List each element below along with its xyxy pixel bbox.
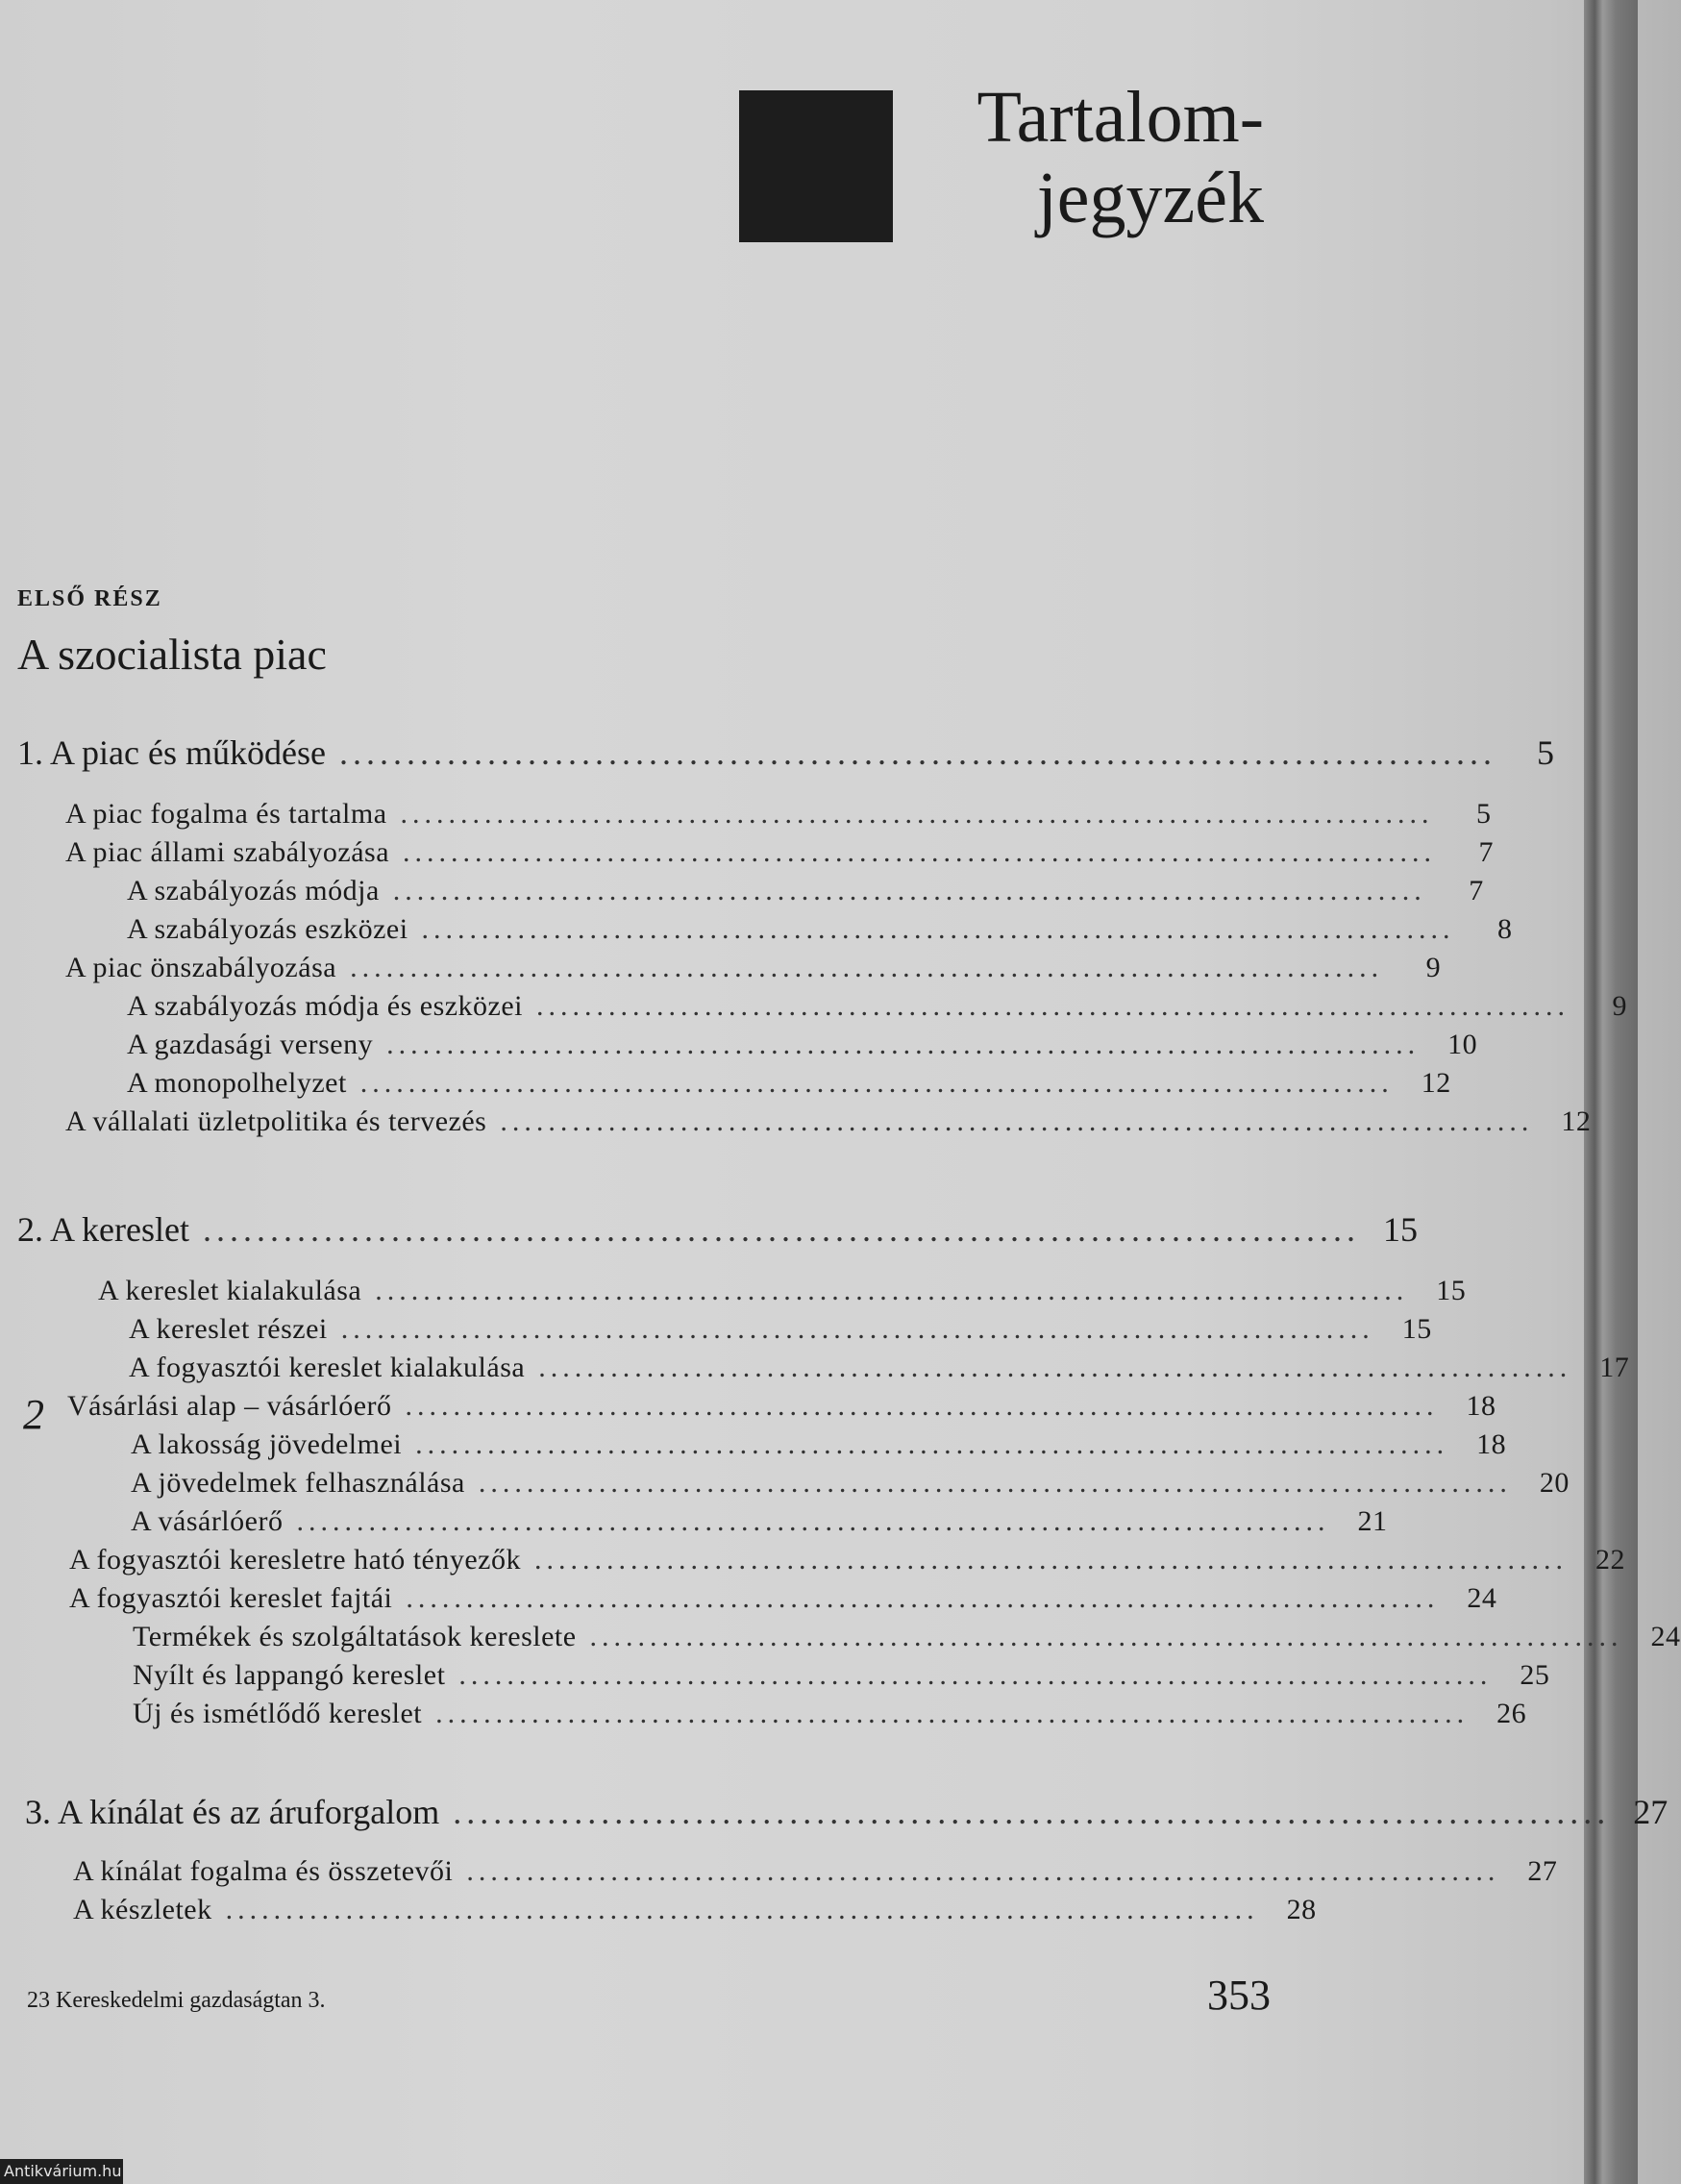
toc-page: 20 <box>1539 1467 1570 1499</box>
toc-subentry <box>129 1313 1432 1346</box>
toc-subentry <box>129 1352 1630 1384</box>
toc-label: A jövedelmek felhasználása <box>131 1467 465 1499</box>
toc-subentry <box>131 1467 1570 1500</box>
toc-leader: ...................................................................................... <box>534 1544 1568 1576</box>
toc-leader: ...................................................................................... <box>405 1390 1439 1422</box>
toc-page: 18 <box>1476 1428 1507 1460</box>
toc-entry <box>65 1105 1592 1138</box>
toc-leader: ...................................................................................... <box>466 1855 1500 1887</box>
toc-label: A vállalati üzletpolitika és tervezés <box>65 1105 487 1137</box>
toc-page: 5 <box>1536 733 1554 772</box>
toc-entry <box>73 1855 1558 1888</box>
toc-subentry <box>133 1621 1681 1653</box>
toc-label: 1. A piac és működése <box>17 733 326 772</box>
toc-subentry <box>127 1067 1451 1100</box>
toc-entry <box>65 798 1492 831</box>
toc-leader: ...................................................................................... <box>478 1467 1512 1499</box>
toc-leader: ...................................................................................... <box>435 1698 1470 1729</box>
toc-chapter-3 <box>25 1792 1669 1832</box>
toc-page: 26 <box>1496 1698 1527 1729</box>
toc-page: 21 <box>1357 1505 1388 1537</box>
toc-entry <box>69 1544 1625 1576</box>
toc-page: 24 <box>1467 1582 1497 1614</box>
toc-leader: ...................................................................................... <box>340 1313 1374 1345</box>
toc-entry <box>65 836 1495 869</box>
toc-leader: ...................................................................................... <box>500 1105 1534 1137</box>
pencil-annotation: 2 <box>23 1391 44 1438</box>
toc-page: 9 <box>1612 990 1628 1022</box>
toc-subentry <box>127 875 1484 907</box>
toc-page: 25 <box>1520 1659 1550 1691</box>
toc-label: A fogyasztói kereslet kialakulása <box>129 1352 526 1383</box>
toc-page: 22 <box>1595 1544 1625 1576</box>
title-block-square <box>739 90 893 242</box>
toc-label: A fogyasztói keresletre ható tényezők <box>69 1544 521 1576</box>
toc-label: A kínálat fogalma és összetevői <box>73 1855 454 1887</box>
part-label: ELSŐ RÉSZ <box>17 586 162 611</box>
toc-page: 7 <box>1469 875 1484 906</box>
page-title <box>937 77 1264 238</box>
toc-label: A monopolhelyzet <box>127 1067 347 1099</box>
toc-label: Vásárlási alap – vásárlóerő <box>67 1390 392 1422</box>
toc-label: 3. A kínálat és az áruforgalom <box>25 1793 440 1831</box>
toc-leader: ...................................................................................... <box>538 1352 1572 1383</box>
toc-page: 10 <box>1447 1029 1478 1060</box>
toc-label: A szabályozás módja <box>127 875 380 906</box>
book-binding-edge <box>1584 0 1638 2184</box>
toc-label: A vásárlóerő <box>131 1505 284 1537</box>
toc-page: 15 <box>1401 1313 1432 1345</box>
toc-chapter-2 <box>17 1209 1418 1250</box>
toc-leader: ...................................................................................... <box>453 1793 1611 1831</box>
toc-label: 2. A kereslet <box>17 1210 189 1249</box>
page-title-line-1: Tartalom- <box>976 77 1264 158</box>
toc-leader: ...................................................................................... <box>202 1210 1360 1249</box>
toc-label: A piac önszabályozása <box>65 952 337 983</box>
footer-book-title: 23 Kereskedelmi gazdaságtan 3. <box>27 1988 326 2013</box>
toc-label: Nyílt és lappangó kereslet <box>133 1659 446 1691</box>
toc-label: A piac fogalma és tartalma <box>65 798 387 830</box>
toc-subentry <box>131 1505 1388 1538</box>
toc-page: 27 <box>1633 1793 1669 1831</box>
toc-page: 17 <box>1599 1352 1630 1383</box>
toc-leader: ...................................................................................... <box>589 1621 1623 1652</box>
toc-label: A készletek <box>73 1894 212 1925</box>
watermark: Antikvárium.hu <box>0 2159 123 2184</box>
toc-label: A szabályozás eszközei <box>127 913 408 945</box>
toc-label: A kereslet részei <box>129 1313 328 1345</box>
toc-label: Termékek és szolgáltatások kereslete <box>133 1621 577 1652</box>
toc-subentry <box>127 990 1628 1023</box>
toc-page: 15 <box>1436 1275 1467 1306</box>
toc-page: 18 <box>1466 1390 1496 1422</box>
toc-label: A piac állami szabályozása <box>65 836 390 868</box>
toc-leader: ...................................................................................... <box>296 1505 1330 1537</box>
toc-page: 28 <box>1286 1894 1317 1925</box>
toc-label: A gazdasági verseny <box>127 1029 374 1060</box>
toc-subentry <box>133 1698 1527 1730</box>
toc-entry <box>73 1894 1317 1926</box>
toc-leader: ...................................................................................... <box>403 836 1437 868</box>
toc-entry <box>67 1390 1496 1423</box>
toc-entry <box>98 1275 1467 1307</box>
toc-page: 9 <box>1425 952 1442 983</box>
toc-entry <box>65 952 1442 984</box>
toc-leader: ...................................................................................... <box>338 733 1496 772</box>
toc-subentry <box>133 1659 1550 1692</box>
toc-page: 27 <box>1527 1855 1558 1887</box>
toc-leader: ...................................................................................... <box>421 913 1455 945</box>
toc-page: 15 <box>1382 1210 1418 1249</box>
toc-subentry <box>131 1428 1507 1461</box>
toc-leader: ...................................................................................... <box>400 798 1434 830</box>
toc-subentry <box>127 913 1513 946</box>
toc-label: A szabályozás módja és eszközei <box>127 990 524 1022</box>
toc-leader: ...................................................................................... <box>415 1428 1449 1460</box>
toc-leader: ...................................................................................... <box>386 1029 1421 1060</box>
toc-leader: ...................................................................................... <box>359 1067 1394 1099</box>
toc-leader: ...................................................................................... <box>536 990 1570 1022</box>
toc-label: A kereslet kialakulása <box>98 1275 362 1306</box>
toc-chapter-1 <box>17 732 1554 773</box>
toc-leader: ...................................................................................... <box>350 952 1384 983</box>
toc-page: 12 <box>1561 1105 1592 1137</box>
toc-label: Új és ismétlődő kereslet <box>133 1698 423 1729</box>
toc-leader: ...................................................................................... <box>458 1659 1493 1691</box>
toc-label: A lakosság jövedelmei <box>131 1428 403 1460</box>
footer-page-number: 353 <box>1207 1972 1271 2019</box>
toc-page: 24 <box>1650 1621 1681 1652</box>
part-title: A szocialista piac <box>17 630 327 679</box>
toc-leader: ...................................................................................... <box>392 875 1426 906</box>
toc-leader: ...................................................................................... <box>375 1275 1409 1306</box>
toc-page: 5 <box>1476 798 1492 830</box>
toc-page: 8 <box>1497 913 1513 945</box>
toc-label: A fogyasztói kereslet fajtái <box>69 1582 393 1614</box>
toc-leader: ...................................................................................... <box>406 1582 1440 1614</box>
toc-leader: ...................................................................................... <box>225 1894 1259 1925</box>
toc-subentry <box>127 1029 1478 1061</box>
page-title-line-2: jegyzék <box>1036 158 1264 238</box>
toc-entry <box>69 1582 1497 1615</box>
toc-page: 7 <box>1478 836 1495 868</box>
toc-page: 12 <box>1421 1067 1451 1099</box>
